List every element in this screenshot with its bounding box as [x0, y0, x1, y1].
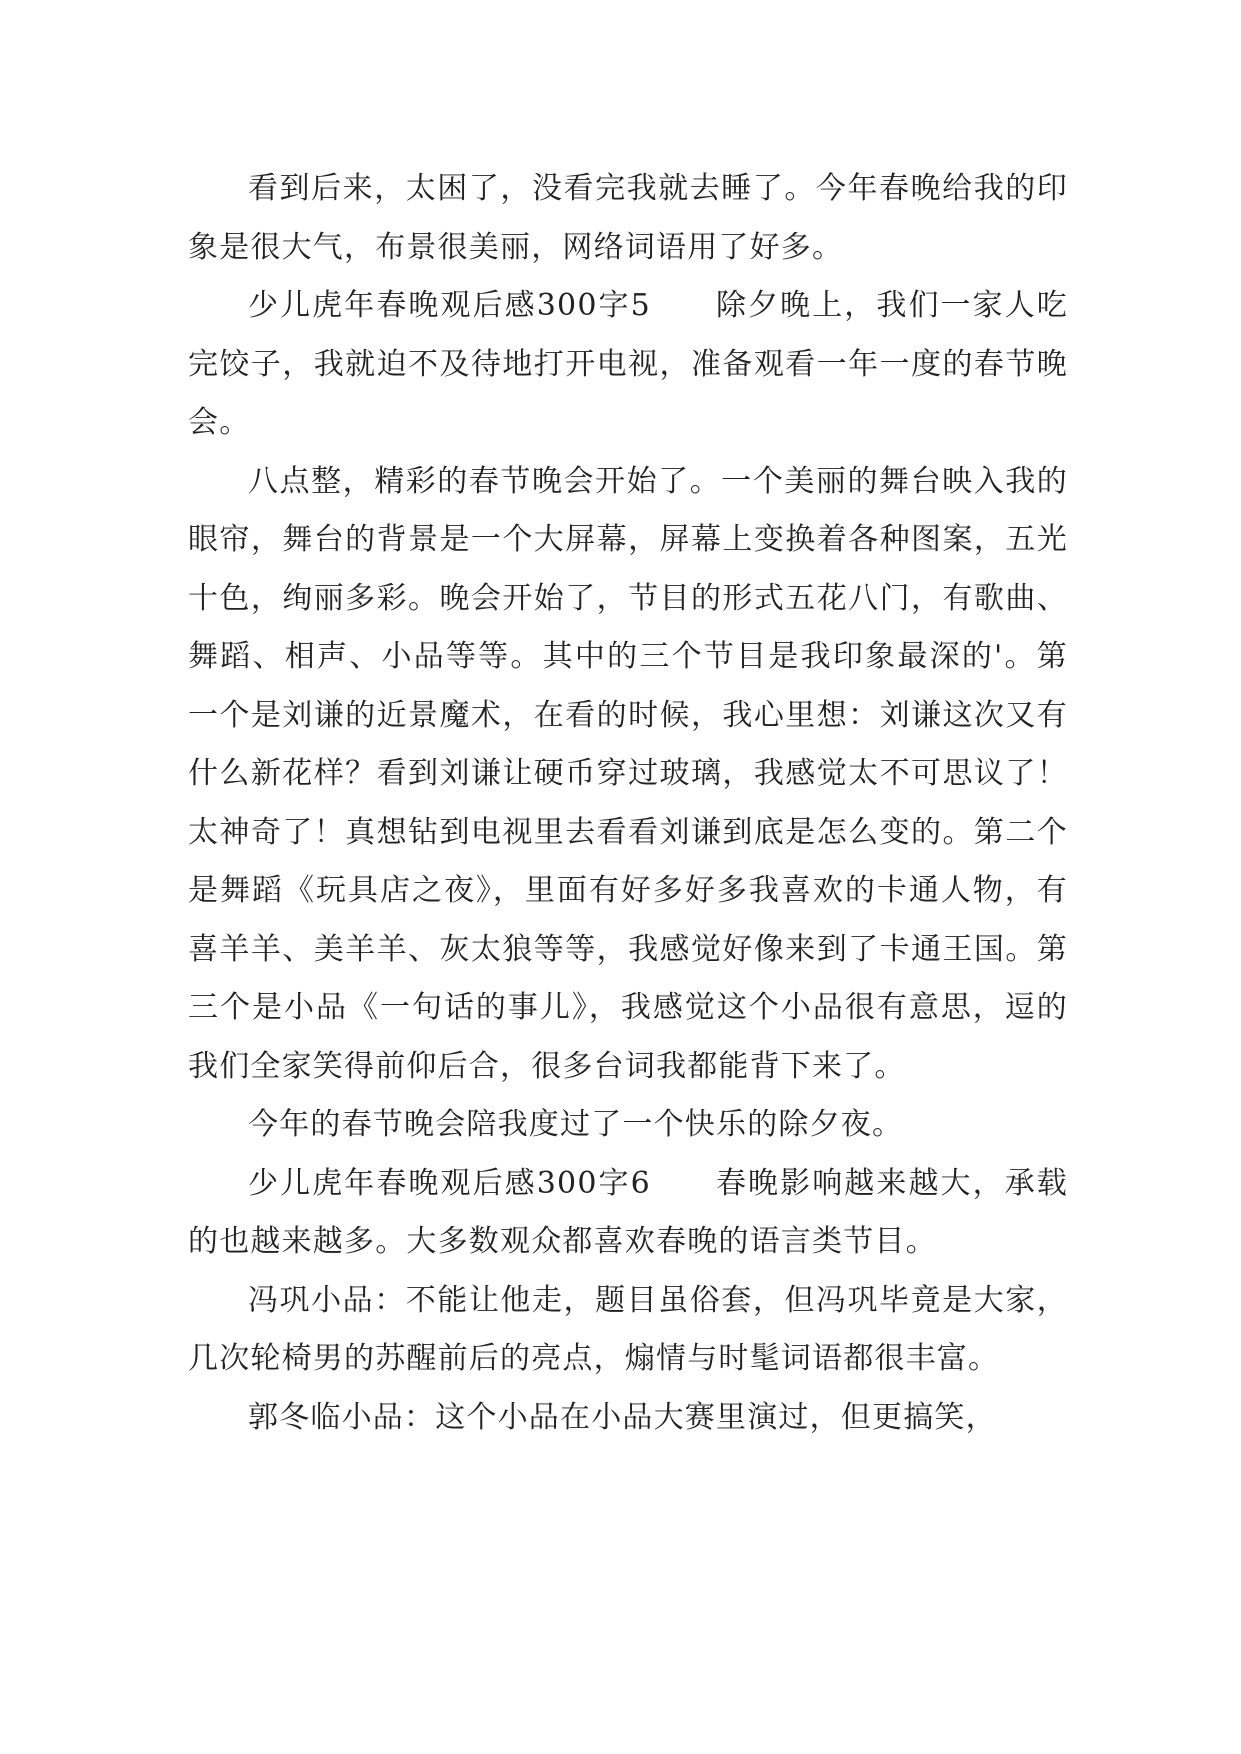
paragraph: 郭冬临小品：这个小品在小品大赛里演过，但更搞笑，	[248, 1399, 997, 1435]
paragraph: 八点整，精彩的春节晚会开始了。一个美丽的舞台映入我的眼帘，舞台的背景是一个大屏幕，屏幕上变换着各种图案，五光十色，绚丽多彩。晚会开始了，节目的形式五花八门，有歌曲、舞蹈、相声、小品等等。其中的三个节目是我印象最深的'。第一个是刘谦的近景魔术，在看的时候，我心里想：刘谦这次又有什么新花样？看到刘谦让硬币穿过玻璃，我感觉太不可思议了！太神奇了！真想钻到电视里去看看刘谦到底是怎么变的。第二个是舞蹈《玩具店之夜》，里面有好多好多我喜欢的卡通人物，有喜羊羊、美羊羊、灰太狼等等，我感觉好像来到了卡通王国。第三个是小品《一句话的事儿》，我感觉这个小品很有意思，逗的我们全家笑得前仰后合，很多台词我都能背下来了。	[188, 463, 1068, 1084]
document-body	[188, 160, 1068, 1447]
paragraph: 少儿虎年春晚观后感300字6 春晚影响越来越大，承载的也越来越多。大多数观众都喜欢春晚的语言类节目。	[188, 1165, 1068, 1259]
paragraph: 少儿虎年春晚观后感300字5 除夕晚上，我们一家人吃完饺子，我就迫不及待地打开电视，准备观看一年一度的春节晚会。	[188, 288, 1068, 440]
paragraph: 今年的春节晚会陪我度过了一个快乐的除夕夜。	[248, 1107, 904, 1142]
paragraph: 看到后来，太困了，没看完我就去睡了。今年春晚给我的印象是很大气，布景很美丽，网络词语用了好多。	[188, 171, 1068, 265]
paragraph: 冯巩小品：不能让他走，题目虽俗套，但冯巩毕竟是大家，几次轮椅男的苏醒前后的亮点，煽情与时髦词语都很丰富。	[188, 1282, 1068, 1376]
